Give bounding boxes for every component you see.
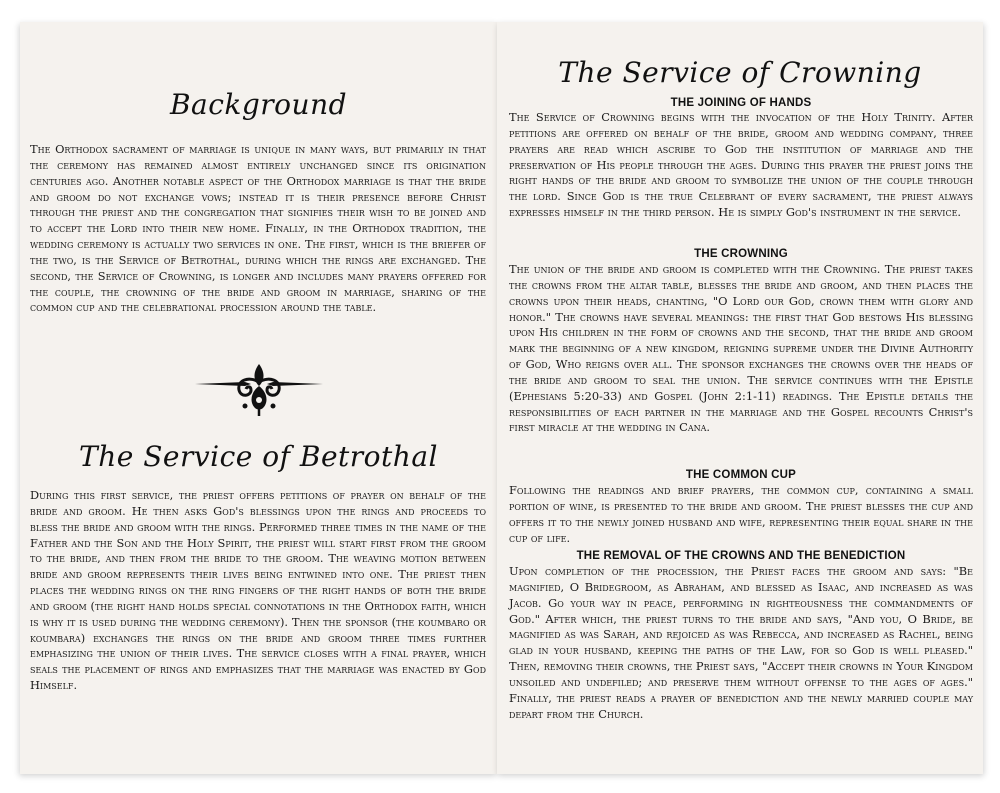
betrothal-text: During this first service, the priest offers petitions of prayer on behalf of the bride and groom. He then asks God's blessings upon the rings and proceeds to bless the bride and groom with the rings. Performed three times in the name of the Father and the Son and the Holy Spirit, the priest will start first from the groom to the bride, and then from the bride to the groom. The weaving motion between bride and groom represents their lives being entwined into one. The priest then places the wedding rings on the ring fingers of the right hands of both the bride and groom (the right hand holds special connotations in the Orthodox faith, which is why it is used during the wedding ceremony). Then the sponsor (the koumbaro or koumbara) exchanges the rings on the bride and groom three times further emphasizing the union of their lives. The service closes with a final prayer, which seals the placement of rings and emphasizes that the marriage was enacted by God Himself. bbox=[30, 488, 486, 693]
removal-of-crowns-text: Upon completion of the procession, the Priest faces the groom and says: "Be magnified, O Bridegroom, as Abraham, and blessed as Isaac, and increased as was Jacob. Go your way in peace, performing in righteousness the commandments of God." After which, the priest turns to the bride and says, "And you, O Bride, be magnified as was Sarah, and rejoiced as was Rebecca, and increased as Rachel, being glad in your husband, keeping the paths of the Law, for so God is well pleased." Then, removing their crowns, the Priest says, "Accept their crowns in Your Kingdom unsoiled and undefiled; and preserve them without offense to the ages of ages." Finally, the priest reads a prayer of benediction and the newly married couple may depart from the Church. bbox=[509, 564, 973, 721]
background-text: The Orthodox sacrament of marriage is unique in many ways, but primarily in that the ceremony has remained almost entirely unchanged since its origination centuries ago. Another notable aspect of the Orthodox marriage is that the bride and groom do not exchange vows; instead it is their presence before Christ through the priest and the congregation that signifies their wish to be joined and to accept the Lord into their new home. Finally, in the Orthodox tradition, the wedding ceremony is actually two services in one. The first, which is the briefer of the two, is the Service of Betrothal, during which the rings are exchanged. The second, the Service of Crowning, is longer and includes many prayers offered for the couple, the crowning of the bride and groom in marriage, sharing of the common cup and the celebrational procession around the table. bbox=[30, 142, 486, 315]
fleur-divider-icon bbox=[193, 362, 325, 418]
removal-of-crowns-heading: THE REMOVAL OF THE CROWNS AND THE BENEDICTION bbox=[576, 550, 906, 562]
joining-of-hands-text: The Service of Crowning begins with the invocation of the Holy Trinity. After petitions are offered on behalf of the bride, groom and wedding company, three prayers are read which ascribe to God the institution of marriage and the preservation of His people through the ages. During this prayer the priest joins the right hands of the bride and groom to symbolize the union of the couple through the lord. Since God is the true Celebrant of every sacrament, the priest always expresses himself in the third person. He is simply God's instrument in the service. bbox=[509, 110, 973, 220]
crowning-title: The Service of Crowning bbox=[558, 56, 922, 89]
common-cup-text: Following the readings and brief prayers, the common cup, containing a small portion of wine, is presented to the bride and groom. The priest blesses the cup and offers it to the newly joined husband and wife, representing their equal share in the cup of life. bbox=[509, 483, 973, 545]
left-page bbox=[20, 22, 497, 774]
common-cup-heading: THE COMMON CUP bbox=[685, 469, 797, 481]
right-page bbox=[497, 22, 983, 774]
crowning-text: The union of the bride and groom is completed with the Crowning. The priest takes the crowns from the altar table, blesses the bride and groom, and then places the crowns upon their heads, chanting, "O Lord our God, crown them with glory and honor." The crowns have several meanings: the first that God bestows His blessing upon His children in the form of crowns and the second, that the bride and groom mark the beginning of a new kingdom, reigning supreme under the Divine Authority of God, Who reigns over all. The sponsor exchanges the crowns over the heads of the bride and groom to seal the union. The service continues with the Epistle (Ephesians 5:20-33) and Gospel (John 2:1-11) readings. The Epistle details the responsibilities of each partner in the marriage and the Gospel recounts Christ's first miracle at the wedding in Cana. bbox=[509, 262, 973, 435]
joining-of-hands-heading: THE JOINING OF HANDS bbox=[670, 97, 812, 109]
background-title: Background bbox=[169, 88, 348, 121]
crowning-heading: THE CROWNING bbox=[694, 248, 788, 260]
betrothal-title: The Service of Betrothal bbox=[79, 440, 438, 473]
